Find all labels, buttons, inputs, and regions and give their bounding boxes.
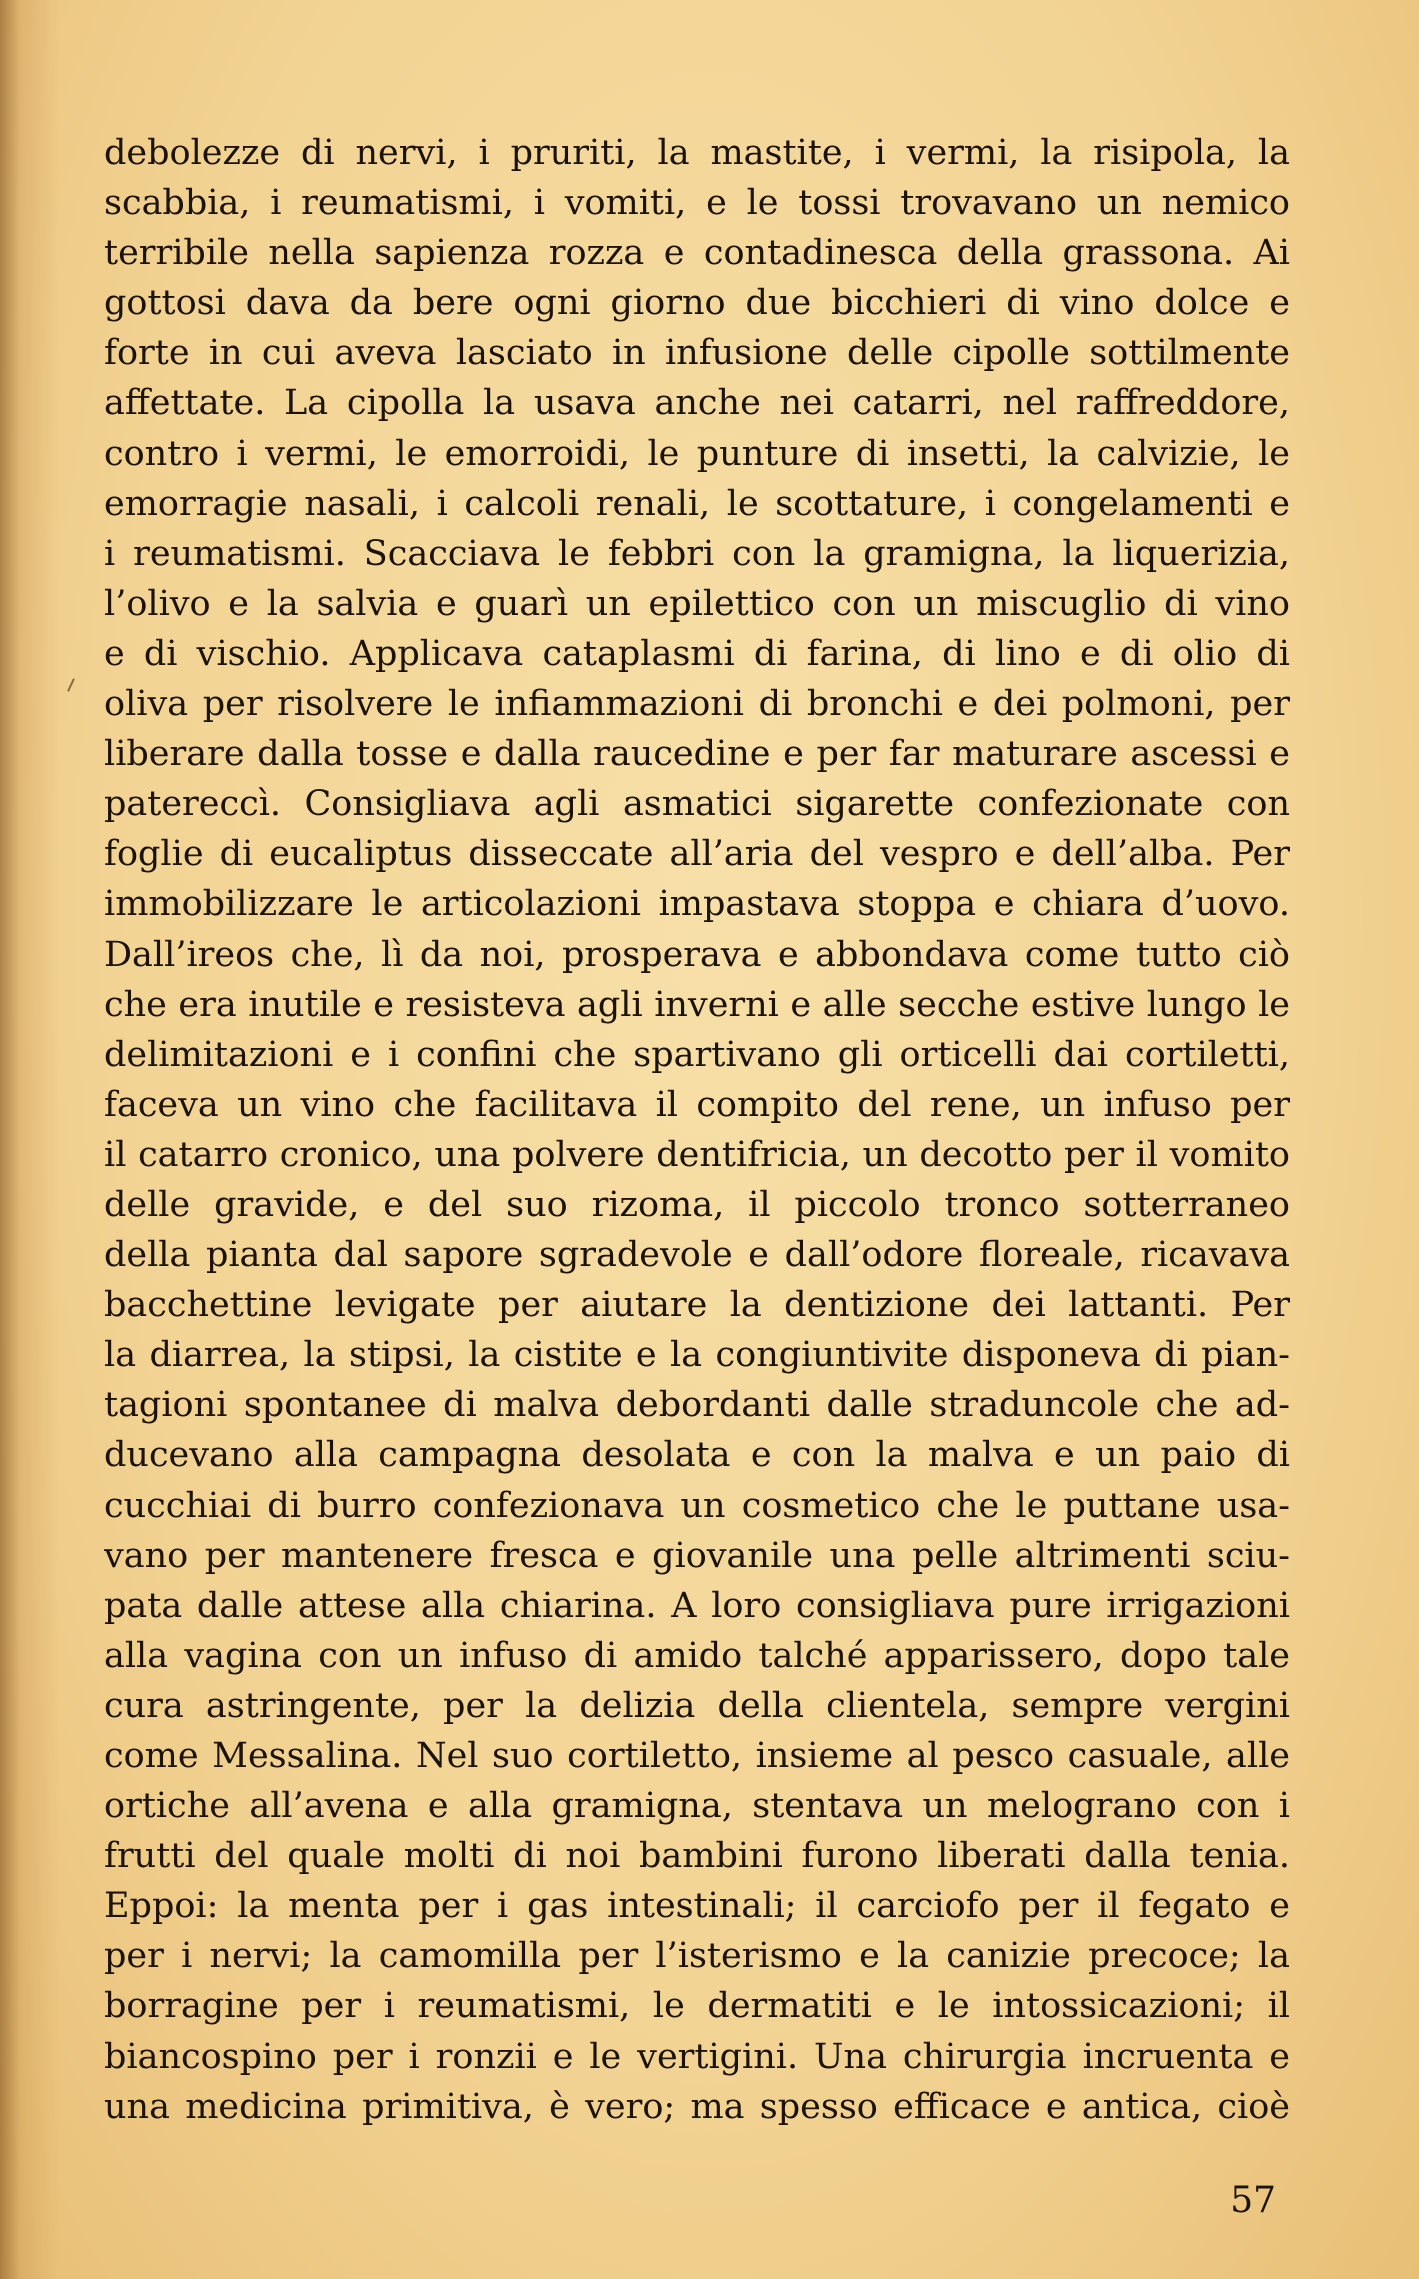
margin-mark [67,678,75,692]
text-line: immobilizzare le articolazioni impastava stoppa e chiara d’uovo. [104,884,1290,925]
text-line: borragine per i reumatismi, le dermatiti e le intossicazioni; il [104,1986,1290,2027]
text-line: per i nervi; la camomilla per l’isterismo e la canizie precoce; la [104,1936,1290,1977]
text-line: delimitazioni e i confini che spartivano gli orticelli dai cortiletti, [104,1034,1290,1075]
text-line: cura astringente, per la delizia della clientela, sempre vergini [104,1685,1290,1726]
page-number: 57 [1230,2180,1276,2221]
text-line: foglie di eucaliptus disseccate all’aria del vespro e dell’alba. Per [104,834,1290,875]
text-line: bacchettine levigate per aiutare la dentizione dei lattanti. Per [104,1285,1290,1326]
text-line: patereccì. Consigliava agli asmatici sigarette confezionate con [104,784,1290,825]
text-line: una medicina primitiva, è vero; ma spesso efficace e antica, cioè [104,2086,1290,2127]
text-line: vano per mantenere fresca e giovanile una pelle altrimenti sciu- [104,1535,1290,1576]
text-line: Dall’ireos che, lì da noi, prosperava e abbondava come tutto ciò [104,934,1290,975]
text-line: forte in cui aveva lasciato in infusione delle cipolle sottilmente [104,333,1290,374]
text-line: faceva un vino che facilitava il compito del rene, un infuso per [104,1084,1290,1125]
text-line: liberare dalla tosse e dalla raucedine e per far maturare ascessi e [104,734,1290,775]
text-line: e di vischio. Applicava cataplasmi di farina, di lino e di olio di [104,633,1290,674]
text-line: ortiche all’avena e alla gramigna, stentava un melograno con i [104,1786,1290,1827]
text-line: ducevano alla campagna desolata e con la malva e un paio di [104,1435,1290,1476]
text-line: emorragie nasali, i calcoli renali, le scottature, i congelamenti e [104,483,1290,524]
text-line: biancospino per i ronzii e le vertigini. Una chirurgia incruenta e [104,2036,1290,2077]
text-line: che era inutile e resisteva agli inverni e alle secche estive lungo le [104,984,1290,1025]
text-line: la diarrea, la stipsi, la cistite e la congiuntivite disponeva di pian- [104,1335,1290,1376]
text-line: cucchiai di burro confezionava un cosmetico che le puttane usa- [104,1485,1290,1526]
text-line: tagioni spontanee di malva debordanti dalle straduncole che ad- [104,1385,1290,1426]
text-line: oliva per risolvere le infiammazioni di bronchi e dei polmoni, per [104,684,1290,725]
text-line: delle gravide, e del suo rizoma, il piccolo tronco sotterraneo [104,1184,1290,1225]
text-line: il catarro cronico, una polvere dentifricia, un decotto per il vomito [104,1134,1290,1175]
text-line: terribile nella sapienza rozza e contadinesca della grassona. Ai [104,233,1290,274]
text-line: Eppoi: la menta per i gas intestinali; il carciofo per il fegato e [104,1886,1290,1927]
body-text [104,128,1290,2132]
text-line: l’olivo e la salvia e guarì un epilettico con un miscuglio di vino [104,583,1290,624]
text-line: pata dalle attese alla chiarina. A loro consigliava pure irrigazioni [104,1585,1290,1626]
text-line: i reumatismi. Scacciava le febbri con la gramigna, la liquerizia, [104,533,1290,574]
text-line: scabbia, i reumatismi, i vomiti, e le tossi trovavano un nemico [104,183,1290,224]
text-line: contro i vermi, le emorroidi, le punture di insetti, la calvizie, le [104,433,1290,474]
text-line: affettate. La cipolla la usava anche nei catarri, nel raffreddore, [104,383,1290,424]
text-line: debolezze di nervi, i pruriti, la mastite, i vermi, la risipola, la [104,133,1290,173]
text-line: gottosi dava da bere ogni giorno due bicchieri di vino dolce e [104,283,1290,324]
text-line: come Messalina. Nel suo cortiletto, insieme al pesco casuale, alle [104,1736,1290,1776]
text-line: della pianta dal sapore sgradevole e dall’odore floreale, ricavava [104,1235,1290,1276]
text-line: alla vagina con un infuso di amido talché apparissero, dopo tale [104,1635,1290,1676]
text-line: frutti del quale molti di noi bambini furono liberati dalla tenia. [104,1836,1290,1877]
